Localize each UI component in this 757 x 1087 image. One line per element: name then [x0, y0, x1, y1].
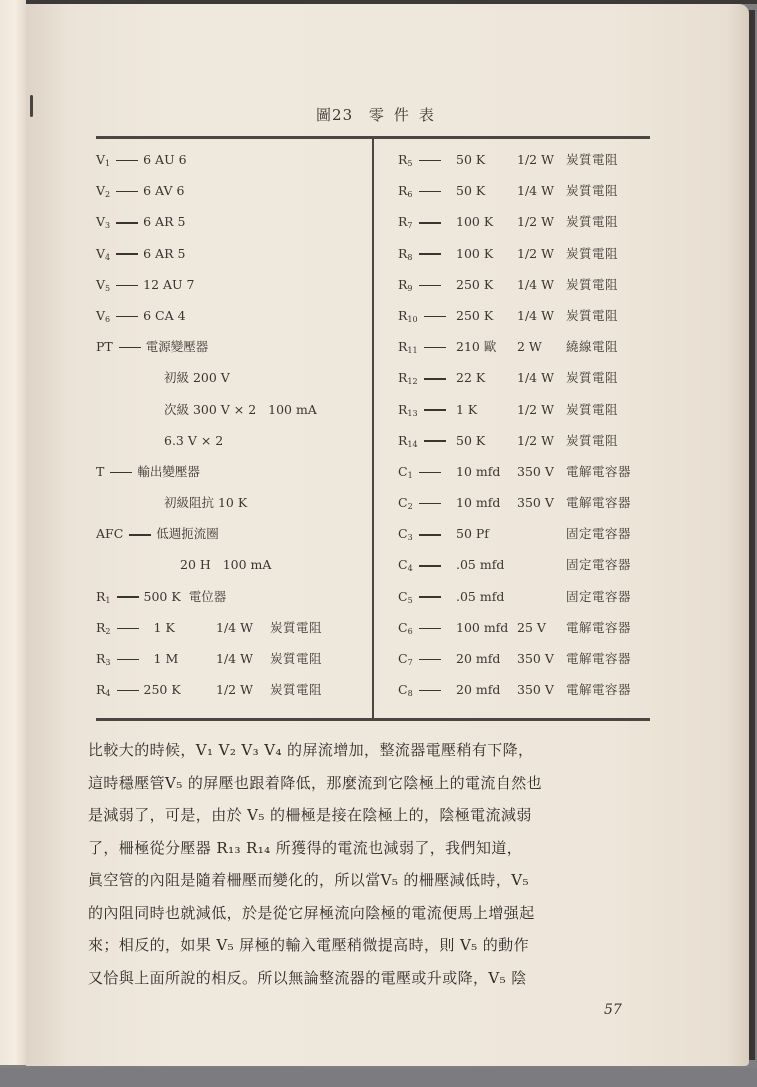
part-value: 20 mfd: [456, 651, 501, 666]
part-row-v2: [96, 179, 366, 210]
part-description: 炭質電阻: [566, 245, 619, 261]
part-description: 炭質電阻: [270, 651, 323, 666]
body-line-5: 眞空管的內阻是隨着柵壓而變化的，所以當V₅ 的柵壓減低時，V₅: [88, 871, 529, 889]
part-rating: 25 V: [517, 619, 546, 635]
part-symbol: $V_6$: [96, 307, 111, 324]
dash-separator: [119, 347, 141, 349]
part-value: 6 AR 5: [143, 245, 186, 261]
part-symbol: $R_6$: [398, 183, 413, 200]
part-description: 炭質電阻: [566, 401, 619, 417]
part-symbol: $R_1$: [96, 588, 111, 605]
body-line-7: 來；相反的，如果 V₅ 屏極的輸入電壓稍微提高時，則 V₅ 的動作: [88, 936, 529, 954]
figure-title: [280, 104, 480, 125]
part-symbol: $C_1$: [398, 463, 413, 480]
dash-separator: [419, 503, 441, 505]
part-symbol: $C_8$: [398, 682, 413, 699]
part-row-c3: [398, 522, 650, 553]
dash-separator: [116, 222, 138, 224]
part-rating: 1/2 W: [517, 152, 554, 167]
scan-background: [0, 1068, 757, 1087]
part-value: 電源變壓器: [145, 339, 209, 355]
body-line-4: 了，柵極從分壓器 R₁₃ R₁₄ 所獲得的電流也減弱了，我們知道，: [88, 838, 523, 857]
part-row-afc: [96, 522, 366, 553]
part-row-r4: [96, 678, 366, 709]
dash-separator: [424, 347, 446, 349]
part-value: 12 AU 7: [143, 276, 195, 292]
part-symbol: $R_{13}$: [398, 401, 418, 418]
part-rating: 1/4 W: [517, 183, 554, 199]
part-spec: 次級 300 V × 2 100 mA: [164, 401, 317, 417]
part-row-r5: [398, 148, 650, 179]
part-rating: 1/4 W: [216, 619, 253, 635]
part-description: 炭質電阻: [566, 183, 619, 199]
facing-page-edge: [0, 0, 26, 1065]
part-value: 50 K: [456, 183, 486, 199]
part-symbol: T: [96, 463, 105, 479]
part-row-c1: [398, 460, 650, 491]
dash-separator: [117, 628, 139, 630]
part-row-pt: [96, 335, 366, 366]
part-rating: 1/2 W: [517, 245, 554, 261]
part-value: 10 mfd: [456, 495, 501, 511]
dash-separator: [424, 409, 446, 411]
dash-separator: [419, 690, 441, 692]
part-row-c7: [398, 647, 650, 678]
part-value: 22 K: [456, 370, 486, 386]
dash-separator: [116, 285, 138, 287]
part-description: 電解電容器: [566, 463, 632, 479]
part-description: 炭質電阻: [566, 432, 619, 448]
part-description: 電解電容器: [566, 495, 632, 511]
part-rating: 350 V: [517, 463, 554, 479]
dash-separator: [116, 253, 138, 255]
parts-table-left-column: [96, 148, 366, 709]
part-value: 250 K: [456, 307, 494, 323]
part-value: 6 AR 5: [143, 214, 186, 230]
part-row-t-impedance: [96, 491, 366, 522]
part-row-r9: [398, 273, 650, 304]
part-symbol: $C_4$: [398, 557, 413, 574]
part-rating: 1/2 W: [517, 432, 554, 448]
body-line-3: 是減弱了，可是，由於 V₅ 的柵極是接在陰極上的，陰極電流減弱: [88, 806, 532, 824]
part-value: 210 歐: [456, 339, 497, 355]
page-number: 57: [604, 1002, 622, 1018]
part-symbol: $C_5$: [398, 588, 413, 605]
part-spec: 初級 200 V: [164, 370, 230, 386]
part-value: 100 K: [456, 245, 494, 261]
part-value: 1 K: [153, 619, 175, 635]
part-row-r13: [398, 398, 650, 429]
part-row-v1: [96, 148, 366, 179]
part-value: 100 mfd: [456, 619, 509, 635]
dash-separator: [424, 316, 446, 318]
part-row-t: [96, 460, 366, 491]
part-symbol: $R_{11}$: [398, 339, 418, 356]
part-symbol: $R_{12}$: [398, 370, 418, 387]
part-value: 輸出變壓器: [137, 463, 200, 479]
part-rating: 1/2 W: [517, 401, 554, 417]
table-bottom-rule: [96, 718, 650, 721]
dash-separator: [116, 191, 138, 193]
dash-separator: [419, 160, 441, 162]
dash-separator: [117, 659, 139, 661]
part-symbol: PT: [96, 339, 113, 355]
part-description: 電解電容器: [566, 682, 632, 698]
part-row-pt-primary: [96, 366, 366, 397]
part-symbol: $V_4$: [96, 245, 111, 262]
body-line-1: 比較大的時候，V₁ V₂ V₃ V₄ 的屏流增加，整流器電壓稍有下降，: [88, 741, 534, 759]
parts-table-right-column: [398, 148, 650, 709]
part-symbol: $V_1$: [96, 152, 111, 168]
part-value: 50 K: [456, 432, 486, 448]
part-description: 固定電容器: [566, 557, 632, 573]
part-row-v6: [96, 304, 366, 335]
part-row-c5: [398, 585, 650, 616]
part-rating: 350 V: [517, 682, 554, 698]
part-row-c6: [398, 616, 650, 647]
part-value: 50 Pf: [456, 526, 489, 542]
binding-mark: [30, 95, 33, 117]
part-description: 電位器: [188, 588, 227, 604]
table-column-divider: [372, 139, 374, 718]
part-value: 250 K: [456, 276, 494, 292]
part-row-pt-heater: [96, 429, 366, 460]
dash-separator: [110, 472, 132, 474]
dash-separator: [419, 222, 441, 224]
part-row-r2: [96, 616, 366, 647]
part-description: 炭質電阻: [270, 682, 323, 698]
dash-separator: [117, 596, 139, 598]
part-value: 10 mfd: [456, 463, 501, 479]
part-row-afc-spec: [96, 553, 366, 584]
part-description: 炭質電阻: [566, 152, 619, 167]
body-line-6: 的內阻同時也就減低，於是從它屏極流向陰極的電流便馬上增强起: [88, 903, 535, 922]
part-row-r12: [398, 366, 650, 397]
part-spec: 初級阻抗 10 K: [164, 495, 248, 511]
part-row-v3: [96, 210, 366, 241]
part-value: 6 AV 6: [143, 183, 185, 199]
part-symbol: $V_5$: [96, 276, 111, 293]
part-row-r14: [398, 429, 650, 460]
part-rating: 1/2 W: [216, 682, 253, 698]
part-row-r10: [398, 304, 650, 335]
dash-separator: [424, 378, 446, 380]
part-symbol: $R_{10}$: [398, 307, 418, 324]
part-description: 固定電容器: [566, 588, 632, 604]
part-rating: 2 W: [517, 339, 542, 355]
part-description: 炭質電阻: [566, 214, 619, 230]
part-row-pt-secondary: [96, 398, 366, 429]
part-row-r6: [398, 179, 650, 210]
dash-separator: [424, 440, 446, 442]
part-value: 100 K: [456, 214, 494, 230]
part-description: 電解電容器: [566, 619, 632, 635]
part-description: 固定電容器: [566, 526, 632, 542]
part-value: 500 K: [143, 588, 181, 604]
part-value: .05 mfd: [456, 557, 505, 573]
part-symbol: $C_2$: [398, 495, 413, 512]
dash-separator: [419, 565, 441, 567]
part-row-c2: [398, 491, 650, 522]
part-spec: 6.3 V × 2: [164, 432, 224, 448]
part-row-r3: [96, 647, 366, 678]
figure-label: 圖23: [316, 106, 354, 124]
part-description: 炭質電阻: [566, 307, 619, 323]
figure-name: 零件表: [368, 106, 444, 124]
part-symbol: $R_8$: [398, 245, 413, 262]
dash-separator: [419, 596, 441, 598]
part-row-v4: [96, 242, 366, 273]
part-rating: 1/4 W: [216, 651, 253, 666]
part-row-c8: [398, 678, 650, 709]
part-symbol: $R_{14}$: [398, 432, 418, 449]
part-value: 250 K: [143, 682, 181, 698]
part-row-r11: [398, 335, 650, 366]
part-row-r7: [398, 210, 650, 241]
dash-separator: [419, 472, 441, 474]
part-description: 炭質電阻: [566, 276, 619, 292]
part-spec: 20 H 100 mA: [180, 557, 272, 573]
part-value: 1 K: [456, 401, 478, 417]
part-value: 50 K: [456, 152, 486, 167]
dash-separator: [129, 534, 151, 536]
dash-separator: [419, 628, 441, 630]
part-row-r1: [96, 585, 366, 616]
dash-separator: [116, 160, 138, 162]
dash-separator: [419, 253, 441, 255]
part-symbol: $R_9$: [398, 276, 413, 293]
part-value: 20 mfd: [456, 682, 501, 698]
part-rating: 1/4 W: [517, 370, 554, 386]
part-symbol: $R_2$: [96, 619, 111, 636]
dash-separator: [117, 690, 139, 692]
part-rating: 1/4 W: [517, 307, 554, 323]
part-rating: 350 V: [517, 651, 554, 666]
body-paragraph: [88, 734, 648, 994]
dash-separator: [419, 285, 441, 287]
part-description: 繞線電阻: [566, 339, 619, 355]
dash-separator: [116, 316, 138, 318]
part-description: 炭質電阻: [270, 619, 323, 635]
part-symbol: $V_3$: [96, 214, 111, 231]
part-description: 電解電容器: [566, 651, 632, 666]
part-value: 6 AU 6: [143, 152, 187, 167]
body-line-8: 又恰與上面所說的相反。所以無論整流器的電壓或升或降，V₅ 陰: [88, 968, 527, 987]
body-line-2: 這時穩壓管V₅ 的屏壓也跟着降低，那麼流到它陰極上的電流自然也: [88, 773, 543, 792]
part-symbol: $V_2$: [96, 183, 111, 200]
part-value: 低週扼流圈: [156, 526, 219, 542]
page-right-edge: [749, 10, 755, 1060]
part-symbol: $R_5$: [398, 152, 413, 168]
part-symbol: $C_7$: [398, 651, 413, 667]
part-value: 6 CA 4: [143, 307, 186, 323]
part-symbol: $R_4$: [96, 682, 111, 699]
part-rating: 1/2 W: [517, 214, 554, 230]
part-symbol: $R_7$: [398, 214, 413, 231]
part-symbol: $C_6$: [398, 619, 413, 636]
part-row-r8: [398, 242, 650, 273]
part-description: 炭質電阻: [566, 370, 619, 386]
part-rating: 350 V: [517, 495, 554, 511]
part-symbol: AFC: [96, 526, 124, 542]
dash-separator: [419, 534, 441, 536]
part-row-v5: [96, 273, 366, 304]
part-rating: 1/4 W: [517, 276, 554, 292]
part-symbol: $R_3$: [96, 651, 111, 667]
part-value: 1 M: [153, 651, 179, 666]
dash-separator: [419, 191, 441, 193]
part-value: .05 mfd: [456, 588, 505, 604]
part-row-c4: [398, 553, 650, 584]
part-symbol: $C_3$: [398, 526, 413, 543]
dash-separator: [419, 659, 441, 661]
